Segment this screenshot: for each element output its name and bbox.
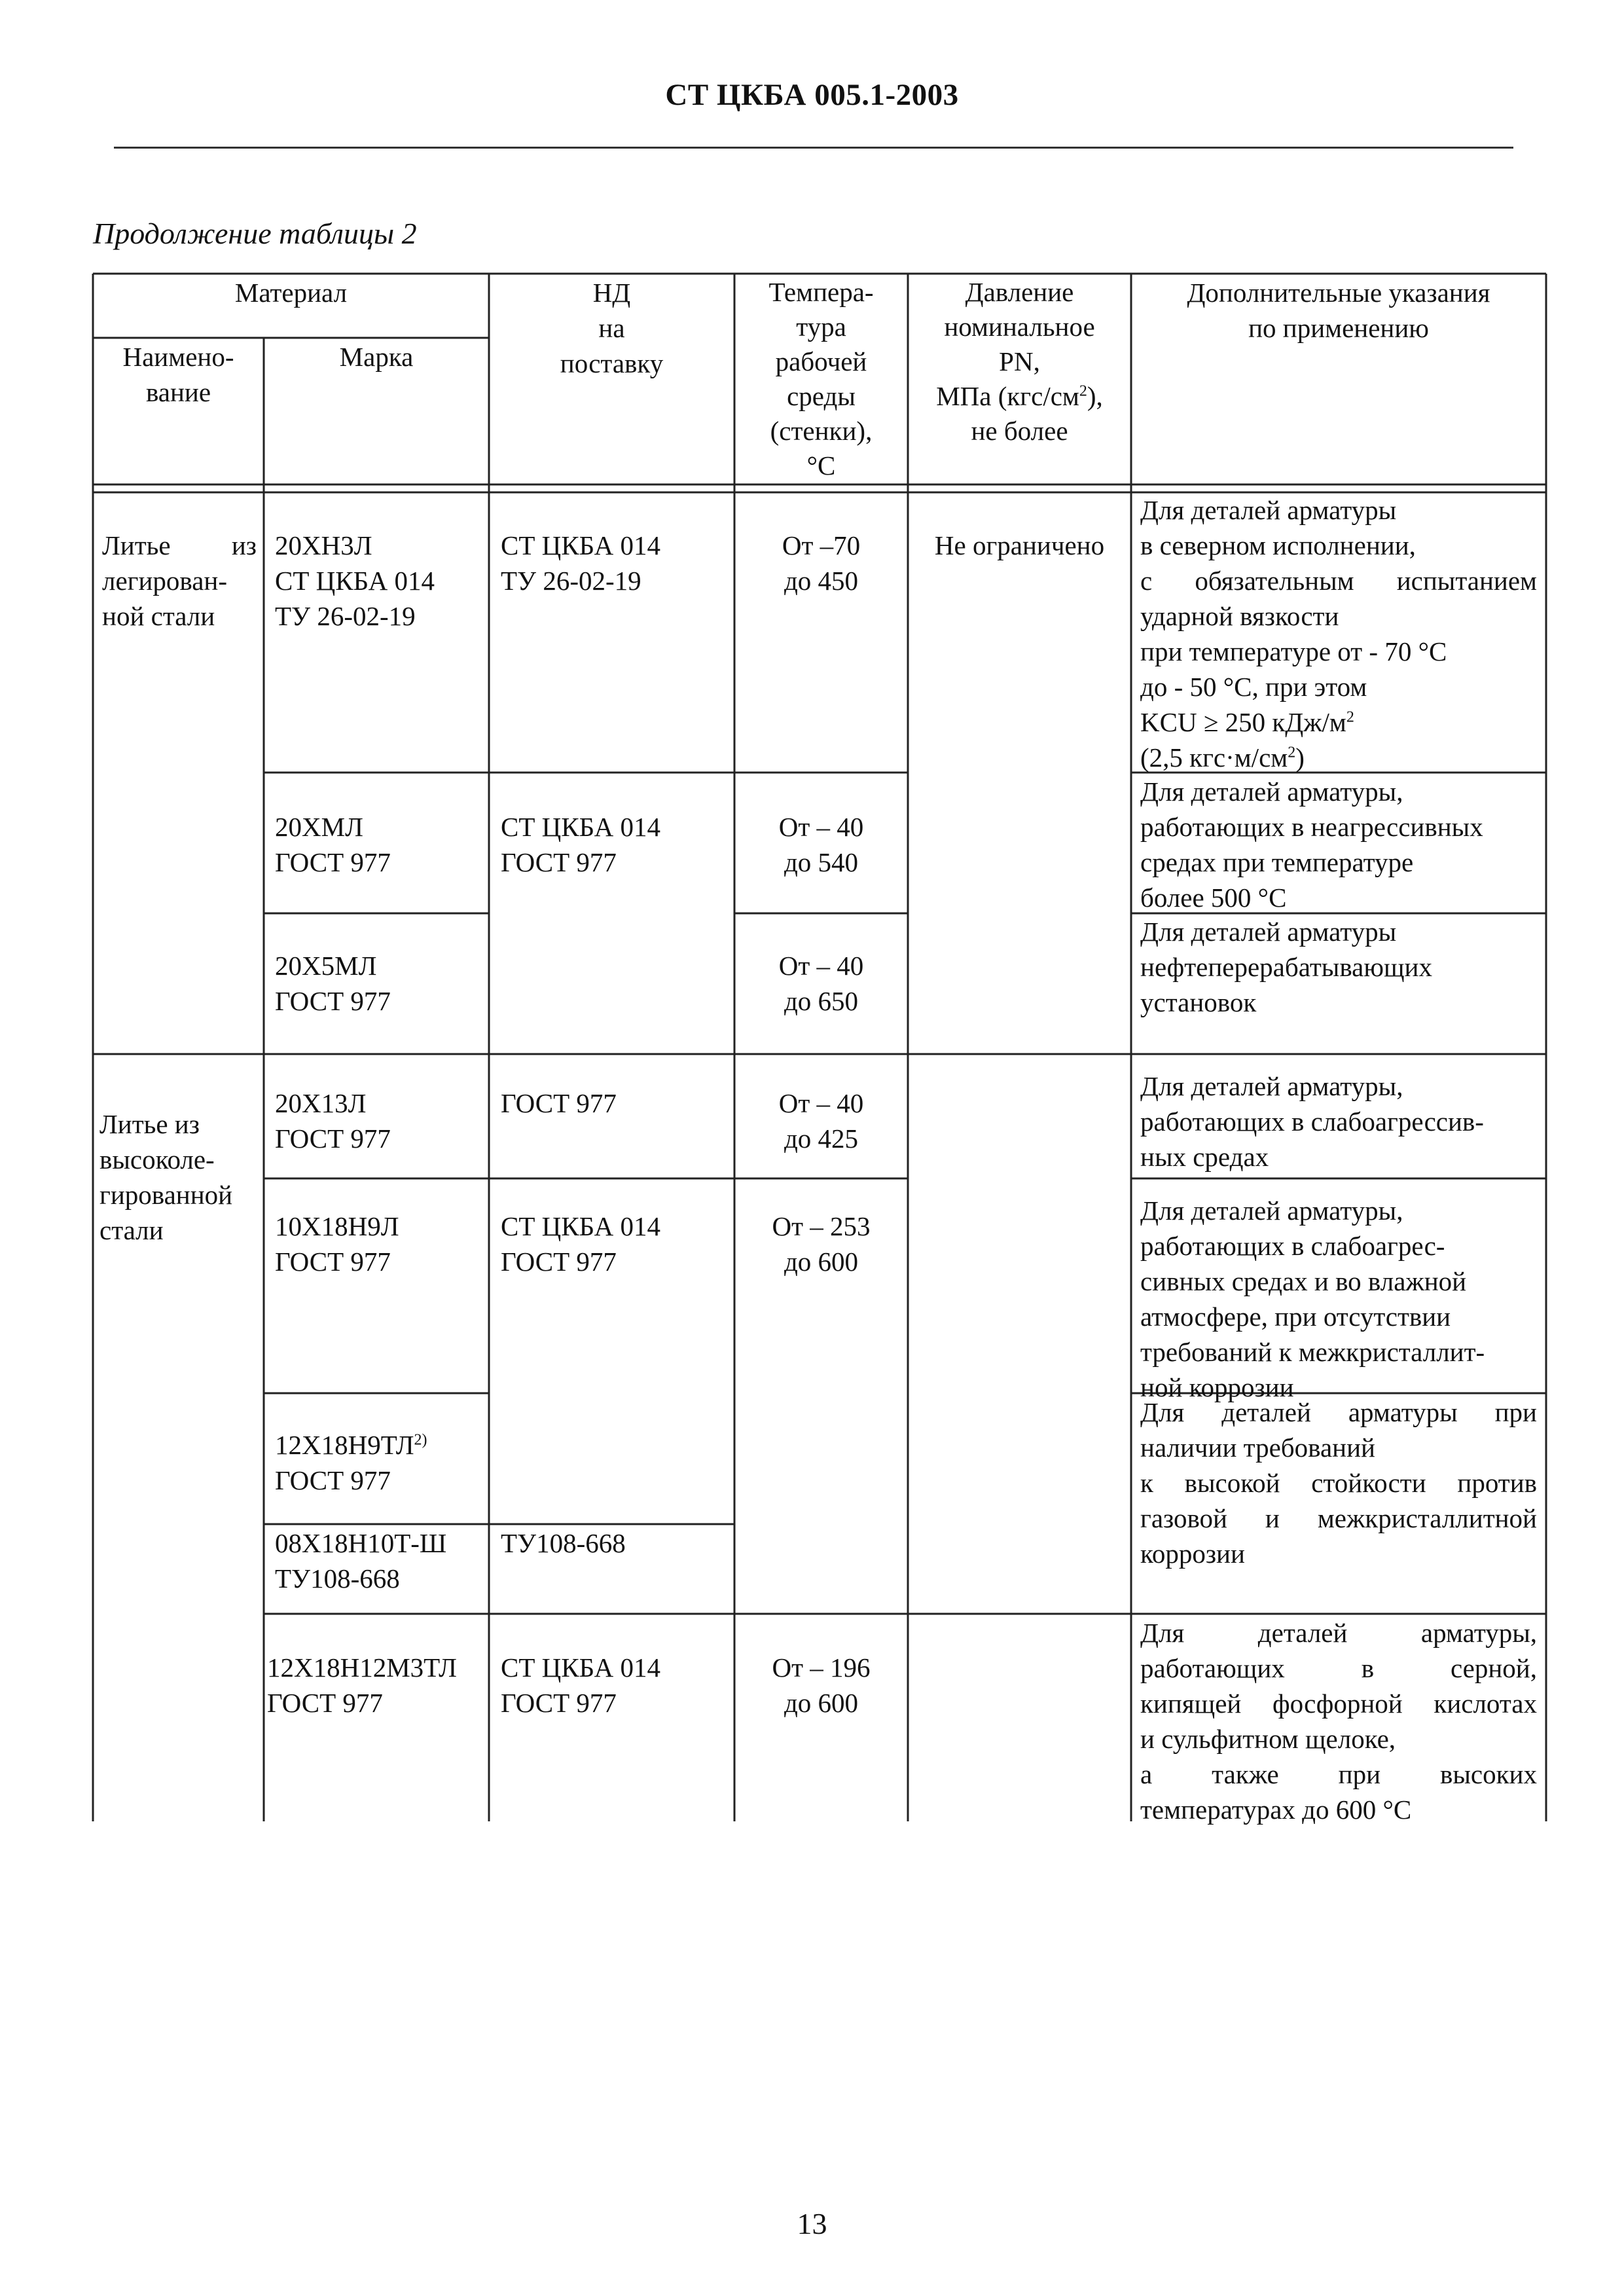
group-name-high-alloyed <box>99 1106 260 1248</box>
row1-temp-l2: до 450 <box>784 566 859 596</box>
row4-grade-l2: ГОСТ 977 <box>275 1123 391 1154</box>
group1-l2: легирован- <box>102 566 228 596</box>
row4-notes-l1: Для деталей арматуры, <box>1140 1071 1403 1101</box>
row3-notes-l1: Для деталей арматуры <box>1140 917 1397 947</box>
row5-notes-l1: Для деталей арматуры, <box>1140 1195 1403 1226</box>
row8-notes-l5: а также при высоких <box>1140 1759 1537 1789</box>
row8-nd-l2: ГОСТ 977 <box>501 1688 617 1718</box>
row5-grade-l1: 10Х18Н9Л <box>275 1211 399 1241</box>
header-press-l4sup: 2 <box>1079 382 1087 400</box>
header-name <box>93 339 264 410</box>
header-temp-l2: тура <box>796 312 846 342</box>
row6-notes-l4: газовой и межкристаллитной <box>1140 1503 1537 1533</box>
row7-nd <box>501 1525 626 1561</box>
row4-nd <box>501 1085 617 1121</box>
row2-nd <box>501 809 660 880</box>
row8-nd <box>501 1650 660 1721</box>
row4-notes-l3: ных средах <box>1140 1142 1269 1172</box>
row8-grade-l2: ГОСТ 977 <box>267 1688 383 1718</box>
row1-notes-l8a: (2,5 кгс·м/см <box>1140 742 1288 773</box>
row5-temp <box>734 1209 908 1279</box>
row6-notes <box>1140 1394 1537 1571</box>
row5-temp-l1: От – 253 <box>772 1211 871 1241</box>
row4-notes <box>1140 1068 1537 1175</box>
group2-l2: высоколе- <box>99 1144 215 1175</box>
row8-notes-l2: работающих в серной, <box>1140 1653 1537 1683</box>
header-press-l2: номинальное <box>944 312 1095 342</box>
header-temp-l6: °С <box>806 450 836 481</box>
row5-nd-l1: СТ ЦКБА 014 <box>501 1211 660 1241</box>
row1-nd-l2: ТУ 26-02-19 <box>501 566 641 596</box>
row1-notes-l2: в северном исполнении, <box>1140 530 1416 560</box>
row7-nd-l1: ТУ108-668 <box>501 1528 626 1558</box>
row2-temp-l1: От – 40 <box>778 812 864 842</box>
row3-temp-l2: до 650 <box>784 986 859 1016</box>
header-temp-l3: рабочей <box>775 346 867 376</box>
header-pressure <box>908 275 1131 448</box>
header-nd-l2: на <box>598 313 625 343</box>
row4-temp-l1: От – 40 <box>778 1088 864 1118</box>
row1-notes <box>1140 492 1537 775</box>
row6-notes-l5: коррозии <box>1140 1539 1245 1569</box>
row8-notes-l3: кипящей фосфорной кислотах <box>1140 1688 1537 1719</box>
header-press-l5: не более <box>971 416 1068 446</box>
header-press-l1: Давление <box>965 277 1074 307</box>
row4-nd-l1: ГОСТ 977 <box>501 1088 617 1118</box>
row5-notes-l2: работающих в слабоагрес- <box>1140 1231 1445 1261</box>
row5-notes-l5: требований к межкристаллит- <box>1140 1337 1485 1367</box>
header-temp-l1: Темпера- <box>768 277 874 307</box>
row1-grade <box>275 528 435 634</box>
row5-nd-l2: ГОСТ 977 <box>501 1247 617 1277</box>
row4-grade <box>275 1085 391 1156</box>
header-temp-l5: (стенки), <box>770 416 873 446</box>
row5-notes <box>1140 1193 1537 1405</box>
header-nd <box>489 275 734 381</box>
row1-grade-l3: ТУ 26-02-19 <box>275 601 416 631</box>
row2-notes <box>1140 774 1537 915</box>
row3-notes-l2: нефтеперерабатывающих <box>1140 952 1432 982</box>
header-name-l2: вание <box>145 377 211 407</box>
row8-notes-l6: температурах до 600 °С <box>1140 1795 1412 1825</box>
row6-notes-l1: Для деталей арматуры при <box>1140 1397 1537 1427</box>
row5-notes-l6: ной коррозии <box>1140 1372 1294 1402</box>
row4-grade-l1: 20Х13Л <box>275 1088 367 1118</box>
row5-notes-l4: атмосфере, при отсутствии <box>1140 1302 1451 1332</box>
page-number: 13 <box>797 2207 827 2240</box>
row1-notes-l8 <box>1140 740 1537 775</box>
row2-nd-l1: СТ ЦКБА 014 <box>501 812 660 842</box>
row6-grade-l1 <box>275 1427 427 1463</box>
row5-grade-l2: ГОСТ 977 <box>275 1247 391 1277</box>
row1-pressure-text: Не ограничено <box>934 530 1105 560</box>
row3-temp-l1: От – 40 <box>778 951 864 981</box>
row8-grade <box>267 1650 457 1721</box>
row6-grade <box>275 1427 427 1498</box>
row1-grade-l2: СТ ЦКБА 014 <box>275 566 435 596</box>
row1-temp <box>734 528 908 598</box>
row4-notes-l2: работающих в слабоагрессив- <box>1140 1106 1484 1137</box>
row3-grade-l2: ГОСТ 977 <box>275 986 391 1016</box>
row8-temp-l1: От – 196 <box>772 1652 871 1683</box>
row7-grade-l2: ТУ108-668 <box>275 1563 400 1594</box>
row2-temp-l2: до 540 <box>784 847 859 877</box>
row7-grade-l1: 08Х18Н10Т-Ш <box>275 1528 447 1558</box>
header-notes-l1: Дополнительные указания <box>1187 278 1490 308</box>
row6-notes-l3: к высокой стойкости против <box>1140 1468 1537 1498</box>
header-nd-l1: НД <box>592 278 631 308</box>
row2-notes-l2: работающих в неагрессивных <box>1140 812 1483 842</box>
header-press-l4a: МПа (кгс/см <box>936 381 1079 411</box>
row1-notes-l8sup: 2 <box>1288 744 1296 761</box>
row8-temp <box>734 1650 908 1721</box>
row3-grade-l1: 20Х5МЛ <box>275 951 377 981</box>
header-grade <box>264 339 489 374</box>
row1-notes-l7a: KCU ≥ 250 кДж/м <box>1140 707 1346 737</box>
header-temperature <box>734 275 908 483</box>
header-nd-l3: поставку <box>560 348 664 378</box>
row2-notes-l1: Для деталей арматуры, <box>1140 776 1403 807</box>
row8-notes-l1: Для деталей арматуры, <box>1140 1618 1537 1648</box>
row1-nd <box>501 528 660 598</box>
row3-notes <box>1140 914 1537 1020</box>
group2-l4: стали <box>99 1215 164 1245</box>
row5-temp-l2: до 600 <box>784 1247 859 1277</box>
row2-notes-l4: более 500 °С <box>1140 883 1287 913</box>
row8-notes-l4: и сульфитном щелоке, <box>1140 1724 1396 1754</box>
row8-temp-l2: до 600 <box>784 1688 859 1718</box>
row1-pressure <box>908 528 1131 563</box>
header-grade-text: Марка <box>339 342 414 372</box>
header-notes <box>1131 275 1546 346</box>
row2-grade-l2: ГОСТ 977 <box>275 847 391 877</box>
row5-notes-l3: сивных средах и во влажной <box>1140 1266 1467 1296</box>
header-press-l4 <box>908 379 1131 414</box>
header-notes-l2: по применению <box>1248 313 1429 343</box>
row8-notes <box>1140 1615 1537 1827</box>
row5-nd <box>501 1209 660 1279</box>
header-press-l4b: ), <box>1087 381 1103 411</box>
row5-grade <box>275 1209 399 1279</box>
row1-notes-l6: до - 50 °С, при этом <box>1140 672 1367 702</box>
row1-notes-l3: с обязательным испытанием <box>1140 566 1537 596</box>
row3-notes-l3: установок <box>1140 987 1257 1017</box>
row8-nd-l1: СТ ЦКБА 014 <box>501 1652 660 1683</box>
row6-grade-l2: ГОСТ 977 <box>275 1465 391 1495</box>
row7-grade <box>275 1525 446 1596</box>
row2-temp <box>734 809 908 880</box>
row2-nd-l2: ГОСТ 977 <box>501 847 617 877</box>
group2-l1: Литье из <box>99 1109 200 1139</box>
row1-notes-l5: при температуре от - 70 °С <box>1140 636 1447 666</box>
row2-grade <box>275 809 391 880</box>
row2-notes-l3: средах при температуре <box>1140 847 1414 877</box>
row6-footnote-mark: 2) <box>414 1431 427 1449</box>
group2-l3: гированной <box>99 1180 233 1210</box>
group-name-alloyed <box>102 528 257 634</box>
header-press-l3: PN, <box>999 346 1040 376</box>
row1-nd-l1: СТ ЦКБА 014 <box>501 530 660 560</box>
group1-l1a: Литье <box>102 530 171 560</box>
document-header: СТ ЦКБА 005.1-2003 <box>665 78 959 112</box>
header-material-text: Материал <box>234 278 348 308</box>
row1-notes-l8b: ) <box>1295 742 1305 773</box>
row1-notes-l7sup: 2 <box>1346 708 1354 726</box>
row2-grade-l1: 20ХМЛ <box>275 812 363 842</box>
row6-notes-l2: наличии требований <box>1140 1432 1375 1463</box>
row1-notes-l1: Для деталей арматуры <box>1140 495 1397 525</box>
table-caption: Продолжение таблицы 2 <box>93 217 417 250</box>
header-temp-l4: среды <box>787 381 856 411</box>
row8-grade-l1: 12Х18Н12М3ТЛ <box>267 1652 457 1683</box>
row3-grade <box>275 948 391 1019</box>
row4-temp-l2: до 425 <box>784 1123 859 1154</box>
header-name-l1: Наимено- <box>122 342 234 372</box>
group1-l1b: из <box>231 530 257 560</box>
header-material <box>93 275 489 310</box>
row3-temp <box>734 948 908 1019</box>
row1-notes-l4: ударной вязкости <box>1140 601 1339 631</box>
row4-temp <box>734 1085 908 1156</box>
row1-temp-l1: От –70 <box>782 530 861 560</box>
row6-grade-l1-text: 12Х18Н9ТЛ <box>275 1430 414 1460</box>
row1-notes-l7 <box>1140 704 1537 740</box>
row1-grade-l1: 20ХН3Л <box>275 530 372 560</box>
group1-l3: ной стали <box>102 601 215 631</box>
